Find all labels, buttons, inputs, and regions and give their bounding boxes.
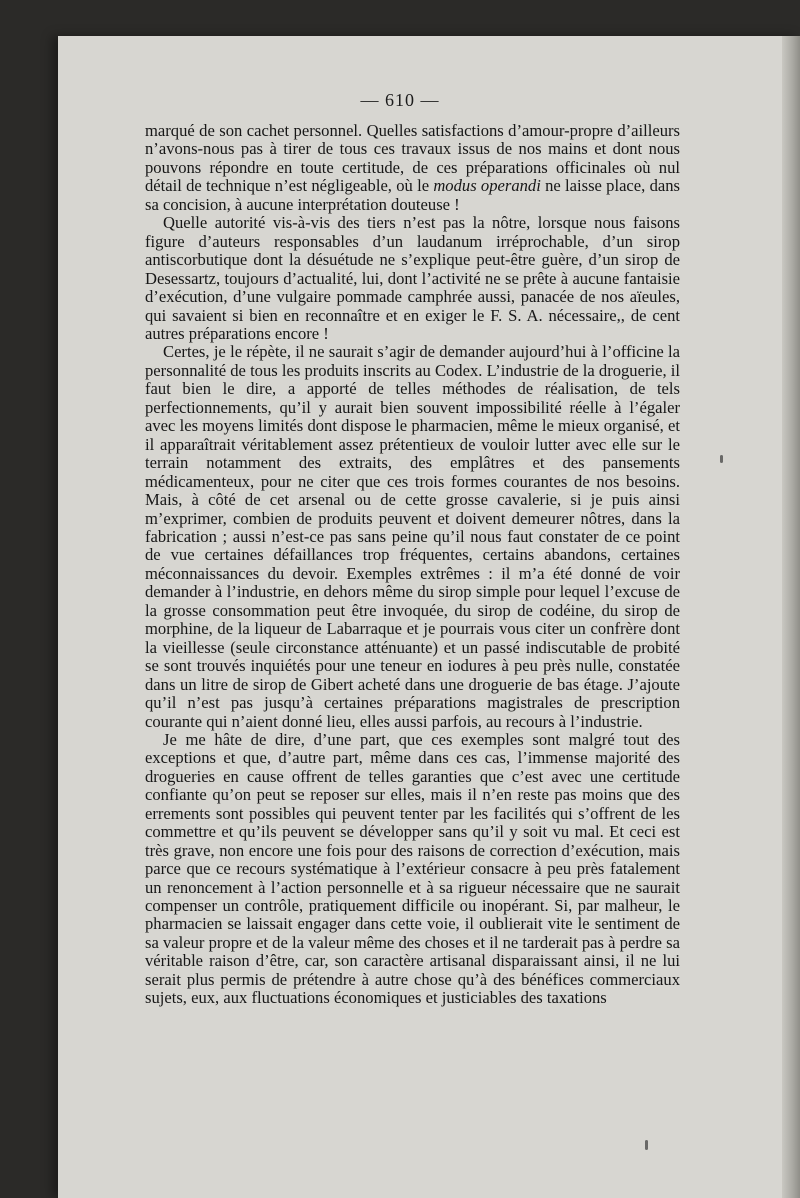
paragraph-4: Je me hâte de dire, d’une part, que ces exemples sont malgré tout des exceptions et que, d’autre part, même dans ces cas, l’immense majorité des drogueries en cause offrent de telles garanties que c’est avec une certitude confiante qu’on peut se reposer sur elles, mais il n’en reste pas moins que des errements sont possibles qui peuvent tenter par les facilités qui s’offrent de les commettre et qu’ils peuvent se développer sans qu’il y soit vu mal. Et ceci est très grave, non encore une fois pour des raisons de correction d’exécution, mais parce que ce recours systématique à l’extérieur consacre à peu près fatalement un renoncement à l’action personnelle et à sa rigueur nécessaire que ne saurait compenser un contrôle, pratiquement difficile ou inopérant. Si, par malheur, le pharmacien se laissait engager dans cette voie, il oublierait vite le sentiment de sa valeur propre et de la valeur même des choses et il ne tarderait pas à perdre sa véritable raison d’être, car, son caractère artisanal disparaissant ainsi, il ne lui serait plus permis de prétendre à autre chose qu’à des bénéfices commerciaux sujets, eux, aux fluctuations économiques et justiciables des taxations — [145, 729, 680, 1008]
body-text — [145, 122, 680, 1008]
emphasis-modus-operandi: modus operandi — [433, 176, 541, 196]
paper-speck — [645, 1140, 648, 1150]
page-edge-shadow — [782, 36, 800, 1198]
paragraph-1-part-1: marqué de son cachet personnel. Quelles satisfactions d’amour-propre d’ailleurs n’avons-nous pas à tirer de tous ces travaux issus de nos mains et dont nous pouvons répondre en toute certitude, de ces préparations officinales où nul détail de technique n’est négligeable, où le — [145, 121, 680, 196]
paragraph-1 — [145, 122, 680, 214]
paragraph-2: Quelle autorité vis-à-vis des tiers n’est pas la nôtre, lorsque nous faisons figure d’auteurs responsables d’un laudanum irréprochable, d’un sirop antiscorbutique dont la désuétude ne s’explique peut-être guère, d’un sirop de Desessartz, toujours d’actualité, lui, dont l’activité ne se prête à aucune fantaisie d’exécution, d’une vulgaire pommade camphrée aussi, panacée de nos aïeules, qui savaient si bien en reconnaître et en exiger le F. S. A. nécessaire,, de cent autres préparations encore ! — [145, 213, 680, 343]
paragraph-3: Certes, je le répète, il ne saurait s’agir de demander aujourd’hui à l’officine la personnalité de tous les produits inscrits au Codex. L’industrie de la droguerie, il faut bien le dire, a apporté de telles méthodes de réalisation, de tels perfectionnements, qu’il y aurait bien souvent impossibilité réelle à l’égaler avec les moyens limités dont dispose le pharmacien, même le mieux organisé, et il apparaîtrait véritablement assez prétentieux de vouloir lutter avec elle sur le terrain notamment des extraits, des emplâtres et des pansements médicamenteux, pour ne citer que ces trois formes courantes de nos besoins. Mais, à côté de cet arsenal ou de cette grosse cavalerie, si je puis ainsi m’exprimer, combien de produits peuvent et doivent demeurer nôtres, dans la fabrication ; aussi n’est-ce pas sans peine qu’il nous faut constater de ce point de vue certaines défaillances trop fréquentes, certains abandons, certaines méconnaissances du devoir. Exemples extrêmes : il m’a été donné de voir demander à l’industrie, en dehors même du sirop simple pour lequel l’excuse de la grosse consommation peut être invoquée, du sirop de codéine, du sirop de morphine, de la liqueur de Labarraque et je pourrais vous citer un confrère dont la vieillesse (seule circonstance atténuante) et un passé indiscutable de probité se sont trouvés inquiétés pour une teneur en iodures à peu près nulle, constatée dans un litre de sirop de Gibert acheté dans une droguerie de bas étage. J’ajoute qu’il n’est pas jusqu’à certaines préparations magistrales de prescription courante qui n’aient donné lieu, elles aussi parfois, au recours à l’industrie. — [145, 342, 680, 731]
paper-speck — [720, 455, 723, 463]
page-number: — 610 — — [360, 90, 440, 110]
paragraph-1-part-2: ne laisse place, dans sa concision, à aucune interprétation douteuse ! — [145, 176, 680, 214]
